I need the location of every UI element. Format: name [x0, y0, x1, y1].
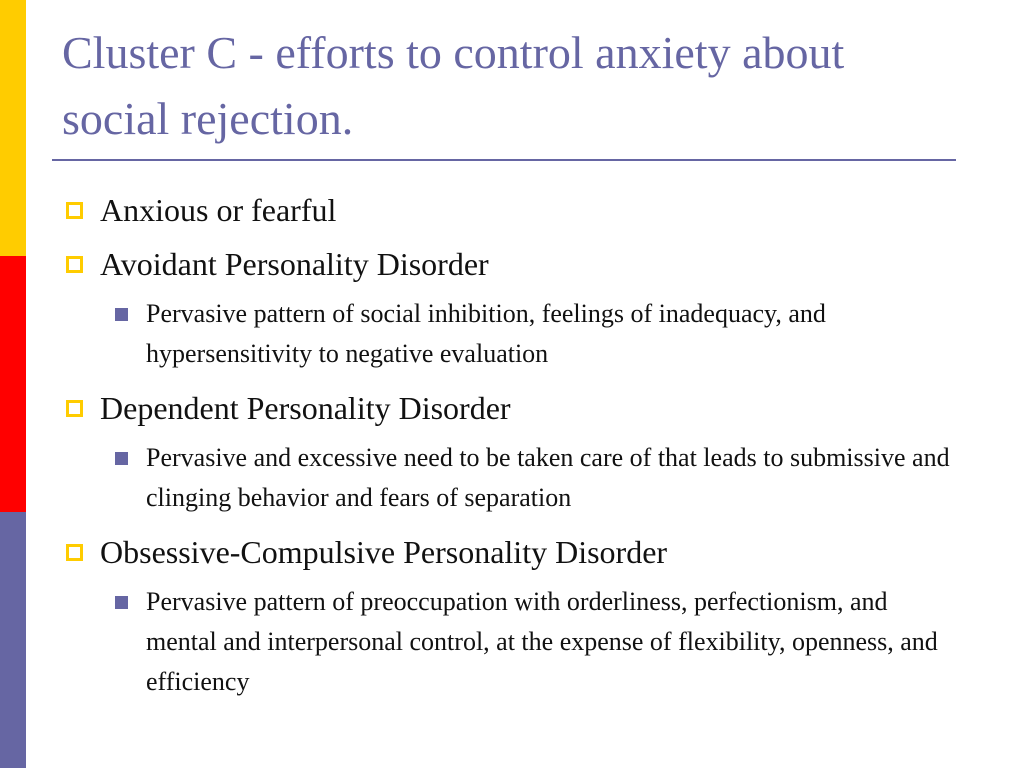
filled-square-bullet-icon [115, 452, 128, 465]
sub-bullet-text: Pervasive and excessive need to be taken care of that leads to submissive and clinging behavior and fears of separation [146, 443, 950, 512]
filled-square-bullet-icon [115, 596, 128, 609]
bullet-item-dependent [62, 386, 962, 430]
sub-bullet-avoidant [62, 294, 962, 374]
bullet-item-obsessive-compulsive [62, 530, 962, 574]
title-divider [52, 159, 956, 161]
hollow-square-bullet-icon [66, 202, 83, 219]
hollow-square-bullet-icon [66, 256, 83, 273]
hollow-square-bullet-icon [66, 400, 83, 417]
filled-square-bullet-icon [115, 308, 128, 321]
sub-bullet-dependent [62, 438, 962, 518]
side-bar-yellow [0, 0, 26, 256]
side-bar-red [0, 256, 26, 512]
bullet-text: Dependent Personality Disorder [100, 390, 511, 426]
sub-bullet-obsessive-compulsive [62, 582, 962, 702]
bullet-text: Obsessive-Compulsive Personality Disorder [100, 534, 668, 570]
side-bar-purple [0, 512, 26, 768]
sub-bullet-text: Pervasive pattern of social inhibition, feelings of inadequacy, and hypersensitivity to negative evaluation [146, 299, 826, 368]
bullet-text: Anxious or fearful [100, 192, 337, 228]
sub-bullet-text: Pervasive pattern of preoccupation with orderliness, perfectionism, and mental and interpersonal control, at the expense of flexibility, openness, and efficiency [146, 587, 938, 696]
hollow-square-bullet-icon [66, 544, 83, 561]
bullet-text: Avoidant Personality Disorder [100, 246, 489, 282]
bullet-item-avoidant [62, 242, 962, 286]
slide-title: Cluster C - efforts to control anxiety about social rejection. [62, 27, 845, 144]
slide-body [62, 188, 962, 714]
bullet-item-anxious-or-fearful [62, 188, 962, 232]
